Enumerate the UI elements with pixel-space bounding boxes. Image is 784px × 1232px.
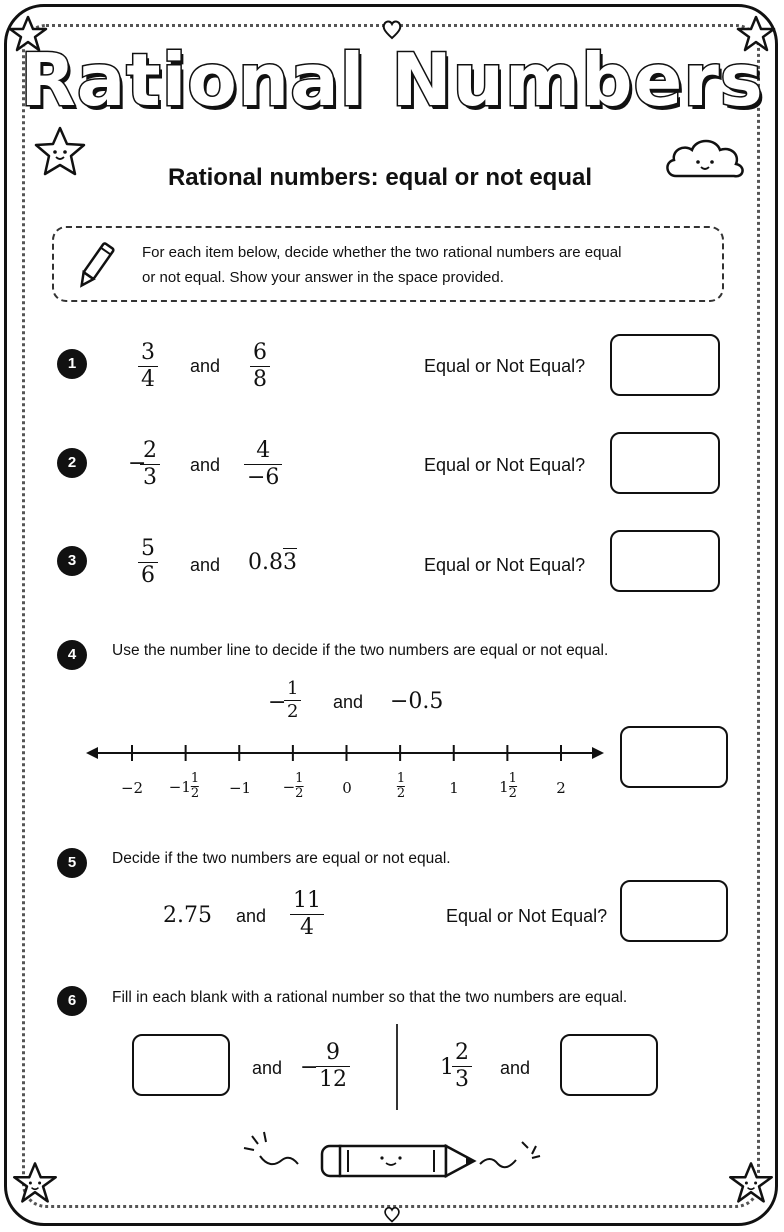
tick-label: −2	[120, 779, 144, 797]
equal-question: Equal or Not Equal?	[424, 455, 586, 475]
item-prompt: Fill in each blank with a rational number so that the two numbers are equal.	[112, 989, 628, 1006]
item-prompt: Decide if the two numbers are equal or not equal.	[112, 850, 451, 867]
connector-and: and	[190, 356, 221, 376]
tick-label: −1	[228, 779, 252, 797]
tick-label: $\frac{1}{2}$	[396, 771, 406, 801]
decimal-value: −0.5	[390, 689, 444, 714]
star-icon	[12, 1160, 58, 1206]
answer-box[interactable]	[610, 334, 720, 396]
fraction: 6 8	[250, 340, 270, 393]
answer-box[interactable]	[610, 432, 720, 494]
equal-question: Equal or Not Equal?	[424, 356, 586, 376]
equal-question: Equal or Not Equal?	[424, 555, 586, 575]
pencil-icon	[76, 238, 116, 292]
minus-sign: −	[128, 451, 147, 476]
fraction: 11 4	[290, 888, 324, 941]
pencil-icon	[240, 1128, 550, 1188]
fraction: 2 3	[452, 1040, 472, 1093]
tick-label: 2	[556, 779, 566, 797]
divider	[396, 1024, 398, 1110]
tick-label: 1 $\frac{1}{2}$	[499, 771, 517, 801]
fraction: 5 6	[138, 536, 158, 589]
equal-question: Equal or Not Equal?	[446, 906, 608, 926]
fraction: 3 4	[138, 340, 158, 393]
number-line	[80, 740, 610, 770]
tick-label: −1 $\frac{1}{2}$	[168, 771, 200, 801]
answer-box[interactable]	[620, 880, 728, 942]
connector-and: and	[190, 455, 221, 475]
item-number: 3	[57, 546, 87, 576]
minus-sign: −	[268, 690, 287, 715]
decimal-value: 2.75	[163, 903, 212, 928]
item-prompt: Use the number line to decide if the two numbers are equal or not equal.	[112, 642, 609, 659]
instructions-box	[52, 226, 724, 302]
answer-box[interactable]	[610, 530, 720, 592]
connector-and: and	[190, 555, 221, 575]
heart-icon	[380, 18, 404, 40]
item-number: 4	[57, 640, 87, 670]
blank-box-right[interactable]	[560, 1034, 658, 1096]
repeating-decimal: 0.83	[248, 550, 297, 575]
tick-label: 0	[342, 779, 352, 797]
fraction: 1 2	[284, 678, 301, 723]
item-number: 1	[57, 349, 87, 379]
fraction: 9 12	[316, 1040, 350, 1093]
connector-and: and	[333, 692, 364, 712]
connector-and: and	[500, 1058, 531, 1078]
instructions-text: For each item below, decide whether the two rational numbers are equal or not equal. Show your answer in the space provided.	[142, 244, 622, 286]
tick-label: − $\frac{1}{2}$	[282, 771, 304, 801]
connector-and: and	[252, 1058, 283, 1078]
tick-label: 1	[449, 779, 459, 797]
star-icon	[728, 1160, 774, 1206]
page-subtitle: Rational numbers: equal or not equal	[167, 164, 593, 191]
answer-box[interactable]	[620, 726, 728, 788]
item-number: 5	[57, 848, 87, 878]
mixed-whole: 1	[440, 1055, 454, 1080]
fraction: 2 3	[140, 438, 160, 491]
connector-and: and	[236, 906, 267, 926]
item-number: 6	[57, 986, 87, 1016]
page-title: Rational Numbers	[20, 38, 764, 122]
inner-dotted-border	[22, 24, 760, 1208]
heart-icon	[382, 1204, 402, 1224]
fraction: 4 −6	[244, 438, 282, 491]
item-number: 2	[57, 448, 87, 478]
blank-box-left[interactable]	[132, 1034, 230, 1096]
minus-sign: −	[300, 1055, 319, 1080]
